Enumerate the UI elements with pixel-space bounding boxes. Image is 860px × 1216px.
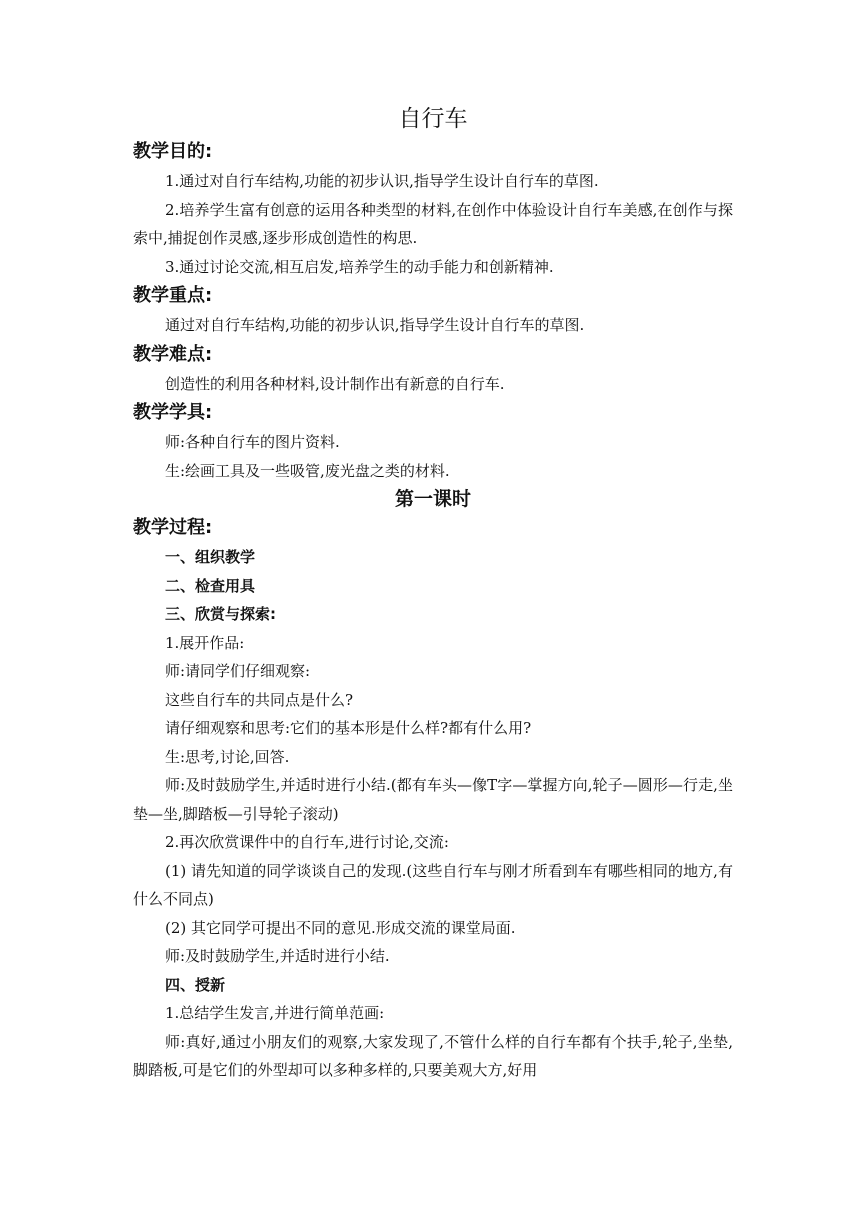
section-heading: 教学重点: [133, 285, 213, 306]
paragraph: 师:真好,通过小朋友们的观察,大家发现了,不管什么样的自行车都有个扶手,轮子,坐垫,脚踏板,可是它们的外型却可以多种多样的,只要美观大方,好用 [133, 1032, 733, 1079]
paragraph: 师:请同学们仔细观察: [165, 662, 311, 680]
paragraph: (2) 其它同学可提出不同的意见.形成交流的课堂局面. [165, 918, 516, 937]
section-heading: 教学难点: [133, 343, 213, 365]
paragraph: 生:绘画工具及一些吸管,废光盘之类的材料. [165, 461, 450, 480]
paragraph: 师:及时鼓励学生,并适时进行小结. [165, 947, 390, 965]
section-subtitle: 第一课时 [394, 488, 471, 510]
paragraph: 生:思考,讨论,回答. [165, 747, 290, 766]
paragraph: 创造性的利用各种材料,设计制作出有新意的自行车. [165, 374, 505, 393]
paragraph: 2.再次欣赏课件中的自行车,进行讨论,交流: [165, 833, 449, 851]
paragraph: 请仔细观察和思考:它们的基本形是什么样?都有什么用? [165, 719, 532, 737]
paragraph: 3.通过讨论交流,相互启发,培养学生的动手能力和创新精神. [165, 257, 554, 276]
section-heading: 教学学具: [133, 402, 213, 423]
step-heading: 四、授新 [165, 975, 226, 994]
document-sections [133, 137, 733, 1085]
step-heading: 一、组织教学 [165, 548, 256, 566]
paragraph: 通过对自行车结构,功能的初步认识,指导学生设计自行车的草图. [165, 316, 585, 334]
section-heading: 教学目的: [133, 141, 213, 162]
paragraph: 师:及时鼓励学生,并适时进行小结.(都有车头—像T字—掌握方向,轮子—圆形—行走,坐垫—坐,脚踏板—引导轮子滚动) [133, 776, 733, 823]
paragraph: 1.通过对自行车结构,功能的初步认识,指导学生设计自行车的草图. [165, 172, 599, 190]
step-heading: 三、欣赏与探索: [165, 605, 276, 623]
paragraph: 1.展开作品: [165, 633, 245, 652]
paragraph: 1.总结学生发言,并进行简单范画: [165, 1004, 385, 1022]
section-heading: 教学过程: [133, 517, 213, 538]
document-body [133, 101, 733, 1085]
paragraph: 师:各种自行车的图片资料. [165, 433, 340, 451]
paragraph: 这些自行车的共同点是什么? [165, 690, 354, 709]
paragraph: 2.培养学生富有创意的运用各种类型的材料,在创作中体验设计自行车美感,在创作与探索中,捕捉创作灵感,逐步形成创造性的构思. [133, 200, 733, 247]
document-title: 自行车 [398, 106, 468, 132]
paragraph: (1) 请先知道的同学谈谈自己的发现.(这些自行车与刚才所看到车有哪些相同的地方,有什么不同点) [133, 861, 733, 908]
step-heading: 二、检查用具 [165, 576, 256, 595]
